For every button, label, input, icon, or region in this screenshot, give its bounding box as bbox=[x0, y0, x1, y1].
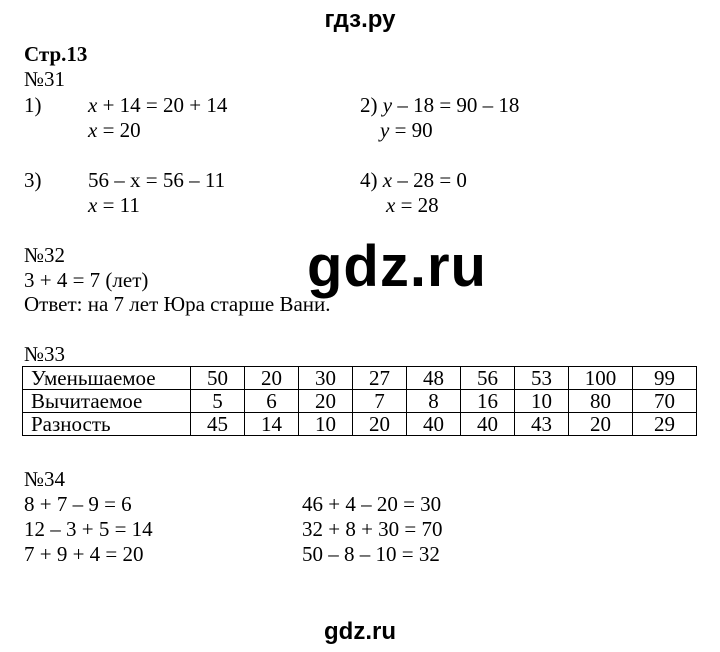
table-cell: 20 bbox=[299, 390, 353, 413]
task-31-item-2-equation bbox=[360, 93, 519, 117]
table-cell: 6 bbox=[245, 390, 299, 413]
table-cell: 100 bbox=[569, 367, 633, 390]
item-label: 4) bbox=[360, 168, 378, 192]
table-cell: 43 bbox=[515, 413, 569, 436]
equation-rest: – 18 = 90 – 18 bbox=[392, 93, 520, 117]
task-34-left-3: 7 + 9 + 4 = 20 bbox=[24, 542, 144, 566]
task-34-right-2: 32 + 8 + 30 = 70 bbox=[302, 517, 443, 541]
page-title: Стр.13 bbox=[24, 42, 88, 66]
table-cell: 99 bbox=[633, 367, 697, 390]
table-cell: 29 bbox=[633, 413, 697, 436]
variable: x bbox=[88, 93, 98, 117]
table-cell: 40 bbox=[461, 413, 515, 436]
task-31-item-3-solution bbox=[88, 193, 140, 217]
task-34-right-3: 50 – 8 – 10 = 32 bbox=[302, 542, 440, 566]
variable: x bbox=[386, 193, 396, 217]
table-cell: 5 bbox=[191, 390, 245, 413]
task-31-item-4-equation bbox=[360, 168, 467, 192]
table-cell: 80 bbox=[569, 390, 633, 413]
table-cell: 53 bbox=[515, 367, 569, 390]
row-label: Уменьшаемое bbox=[23, 367, 191, 390]
table-cell: 70 bbox=[633, 390, 697, 413]
equation-rest: – 28 = 0 bbox=[392, 168, 467, 192]
table-cell: 27 bbox=[353, 367, 407, 390]
task-31-item-3-label: 3) bbox=[24, 168, 42, 192]
table-cell: 8 bbox=[407, 390, 461, 413]
task-31-item-1-label: 1) bbox=[24, 93, 42, 117]
variable: x bbox=[88, 193, 98, 217]
item-label: 2) bbox=[360, 93, 378, 117]
task-32-equation: 3 + 4 = 7 (лет) bbox=[24, 268, 149, 292]
task-31-number: №31 bbox=[24, 67, 66, 91]
task-31-item-2-solution bbox=[380, 118, 433, 142]
task-31-item-1-solution bbox=[88, 118, 141, 142]
table-cell: 30 bbox=[299, 367, 353, 390]
table-row bbox=[23, 390, 697, 413]
table-cell: 10 bbox=[299, 413, 353, 436]
row-label: Вычитаемое bbox=[23, 390, 191, 413]
watermark: gdz.ru bbox=[307, 234, 487, 299]
task-33-number: №33 bbox=[24, 342, 66, 366]
variable: x bbox=[88, 118, 98, 142]
task-32-answer: Ответ: на 7 лет Юра старше Вани. bbox=[24, 292, 331, 316]
solution-rest: = 28 bbox=[395, 193, 439, 217]
equation-rest: + 14 = 20 + 14 bbox=[97, 93, 228, 117]
table-cell: 14 bbox=[245, 413, 299, 436]
subtraction-table bbox=[22, 366, 697, 436]
variable: y bbox=[382, 93, 393, 117]
table-cell: 45 bbox=[191, 413, 245, 436]
table-cell: 10 bbox=[515, 390, 569, 413]
table-cell: 20 bbox=[569, 413, 633, 436]
table-row bbox=[23, 413, 697, 436]
table-cell: 20 bbox=[245, 367, 299, 390]
row-label: Разность bbox=[23, 413, 191, 436]
task-31-item-4-solution bbox=[386, 193, 439, 217]
table-cell: 16 bbox=[461, 390, 515, 413]
task-31-item-1-equation bbox=[88, 93, 227, 117]
table-cell: 56 bbox=[461, 367, 515, 390]
variable: y bbox=[380, 118, 390, 142]
variable: x bbox=[382, 168, 393, 192]
table-row bbox=[23, 367, 697, 390]
solution-rest: = 90 bbox=[389, 118, 433, 142]
task-32-number: №32 bbox=[24, 243, 66, 267]
task-34-number: №34 bbox=[24, 467, 66, 491]
solution-rest: = 20 bbox=[97, 118, 141, 142]
solution-rest: = 11 bbox=[97, 193, 140, 217]
table-cell: 40 bbox=[407, 413, 461, 436]
site-footer: gdz.ru bbox=[324, 618, 396, 645]
task-34-left-1: 8 + 7 – 9 = 6 bbox=[24, 492, 132, 516]
task-34-right-1: 46 + 4 – 20 = 30 bbox=[302, 492, 442, 516]
table-cell: 20 bbox=[353, 413, 407, 436]
site-header: гдз.ру bbox=[324, 6, 396, 33]
table-cell: 7 bbox=[353, 390, 407, 413]
table-cell: 48 bbox=[407, 367, 461, 390]
table-cell: 50 bbox=[191, 367, 245, 390]
task-34-left-2: 12 – 3 + 5 = 14 bbox=[24, 517, 153, 541]
task-31-item-3-equation: 56 – x = 56 – 11 bbox=[88, 168, 226, 192]
